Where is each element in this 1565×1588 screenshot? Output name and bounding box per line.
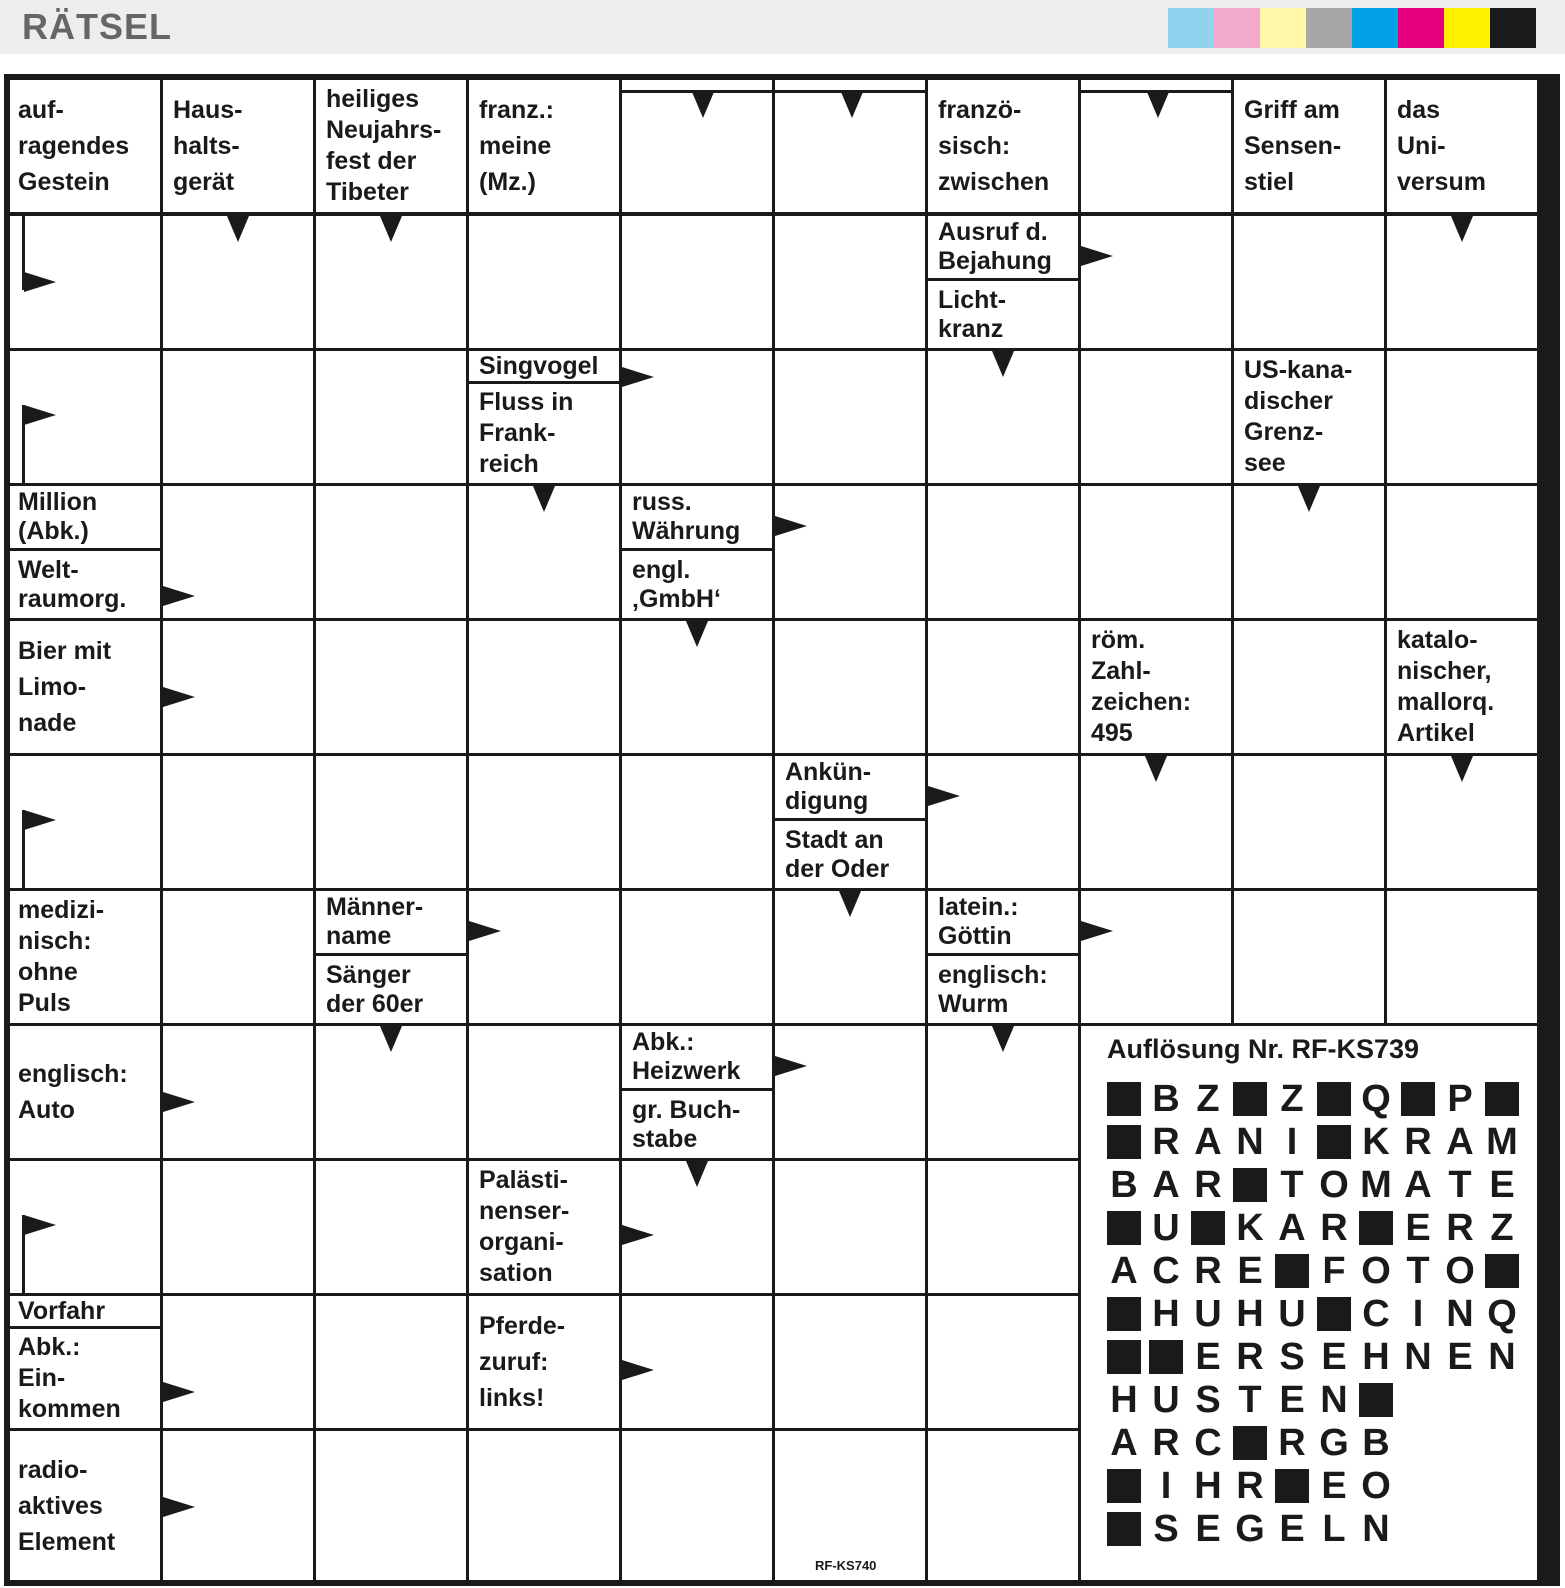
solution-letter: H <box>1152 1293 1180 1335</box>
arrow-right-icon <box>469 921 501 941</box>
arrow-right-icon <box>163 1497 195 1517</box>
color-swatch <box>1398 8 1444 48</box>
solution-letter: R <box>1446 1207 1474 1249</box>
grid-cell[interactable] <box>775 486 925 618</box>
clue-text: franzö- sisch: zwischen <box>928 80 1078 212</box>
grid-cell[interactable] <box>1081 351 1231 483</box>
grid-cell[interactable] <box>775 621 925 753</box>
solution-letter: R <box>1236 1465 1264 1507</box>
grid-cell[interactable] <box>1234 216 1384 348</box>
clue-text: medizi- nisch: ohne Puls <box>10 891 160 1023</box>
solution-panel <box>1081 1026 1537 1580</box>
clue-text: Ankün- digung <box>775 756 925 818</box>
clue-text: Vorfahr <box>10 1296 160 1326</box>
arrow-down-icon <box>1145 756 1167 782</box>
color-swatch <box>1444 8 1490 48</box>
arrow-right-icon <box>1081 246 1113 266</box>
grid-cell[interactable] <box>928 1431 1078 1580</box>
solution-letter: H <box>1362 1336 1390 1378</box>
clue-text: röm. Zahl- zeichen: 495 <box>1081 621 1231 753</box>
grid-cell[interactable] <box>163 351 313 483</box>
solution-letter: R <box>1152 1422 1180 1464</box>
solution-letter: C <box>1152 1250 1180 1292</box>
grid-cell[interactable] <box>1081 486 1231 618</box>
solution-letter: P <box>1447 1078 1473 1120</box>
solution-letter: E <box>1321 1336 1347 1378</box>
clue-text: katalo- nischer, mallorq. Artikel <box>1387 621 1537 753</box>
solution-letter: L <box>1322 1508 1346 1550</box>
solution-block <box>1359 1383 1393 1417</box>
solution-letter: B <box>1362 1422 1390 1464</box>
solution-block <box>1359 1211 1393 1245</box>
grid-cell[interactable] <box>469 621 619 753</box>
arrow-right-icon <box>24 405 56 425</box>
grid-cell[interactable] <box>928 486 1078 618</box>
grid-cell[interactable] <box>1387 486 1537 618</box>
clue-text: franz.: meine (Mz.) <box>469 80 619 212</box>
solution-letter: T <box>1280 1164 1304 1206</box>
grid-cell[interactable] <box>775 216 925 348</box>
solution-block <box>1275 1469 1309 1503</box>
clue-text: Welt- raumorg. <box>10 551 160 618</box>
solution-letter: A <box>1152 1164 1180 1206</box>
solution-block <box>1485 1082 1519 1116</box>
clue-text: englisch: Auto <box>10 1026 160 1158</box>
clue-text: russ. Währung <box>622 486 772 548</box>
solution-letter: G <box>1319 1422 1349 1464</box>
clue-text: Abk.: Heizwerk <box>622 1026 772 1088</box>
solution-block <box>1149 1340 1183 1374</box>
solution-block <box>1275 1254 1309 1288</box>
grid-cell[interactable] <box>622 756 772 888</box>
arrow-down-icon <box>1298 486 1320 512</box>
solution-letter: T <box>1238 1379 1262 1421</box>
grid-cell[interactable] <box>316 1296 466 1428</box>
solution-letter: E <box>1489 1164 1515 1206</box>
arrow-right-icon <box>163 1382 195 1402</box>
solution-letter: T <box>1406 1250 1430 1292</box>
arrow-right-icon <box>928 786 960 806</box>
solution-letter: Z <box>1196 1078 1220 1120</box>
arrow-right-icon <box>775 1056 807 1076</box>
grid-cell[interactable] <box>316 1161 466 1293</box>
grid-cell[interactable] <box>622 891 772 1023</box>
solution-block <box>1233 1168 1267 1202</box>
solution-letter: R <box>1320 1207 1348 1249</box>
solution-letter: I <box>1286 1121 1298 1163</box>
solution-letter: A <box>1278 1207 1306 1249</box>
solution-letter: E <box>1237 1250 1263 1292</box>
solution-letter: E <box>1279 1508 1305 1550</box>
arrow-down-icon <box>380 1026 402 1052</box>
grid-cell[interactable] <box>1234 756 1384 888</box>
arrow-right-icon <box>622 1225 654 1245</box>
clue-text: Haus- halts- gerät <box>163 80 313 212</box>
arrow-right-icon <box>622 1360 654 1380</box>
solution-letter: A <box>1446 1121 1474 1163</box>
solution-letter: E <box>1195 1336 1221 1378</box>
arrow-down-icon <box>380 216 402 242</box>
grid-cell[interactable] <box>928 1161 1078 1293</box>
clue-text: Bier mit Limo- nade <box>10 621 160 753</box>
grid-cell[interactable] <box>316 1431 466 1580</box>
clue-text: Million (Abk.) <box>10 486 160 548</box>
solution-block <box>1107 1211 1141 1245</box>
solution-letter: K <box>1236 1207 1264 1249</box>
solution-block <box>1317 1082 1351 1116</box>
clue-text: Singvogel <box>469 351 619 381</box>
arrow-right-icon <box>1081 921 1113 941</box>
solution-block <box>1233 1082 1267 1116</box>
clue-text: Fluss in Frank- reich <box>469 384 619 483</box>
clue-text: Abk.: Ein- kommen <box>10 1329 160 1428</box>
grid-cell[interactable] <box>163 756 313 888</box>
solution-letter: N <box>1362 1508 1390 1550</box>
arrow-down-icon <box>1451 756 1473 782</box>
solution-letter: U <box>1278 1293 1306 1335</box>
grid-cell[interactable] <box>1387 891 1537 1023</box>
solution-letter: S <box>1153 1508 1179 1550</box>
arrow-right-icon <box>163 586 195 606</box>
grid-cell[interactable] <box>469 1431 619 1580</box>
arrow-right-icon <box>24 810 56 830</box>
solution-letter: N <box>1488 1336 1516 1378</box>
solution-letter: U <box>1194 1293 1222 1335</box>
grid-cell[interactable] <box>928 621 1078 753</box>
clue-text: Pferde- zuruf: links! <box>469 1296 619 1428</box>
solution-letter: O <box>1445 1250 1475 1292</box>
solution-letter: A <box>1110 1250 1138 1292</box>
solution-block <box>1107 1297 1141 1331</box>
solution-letter: Z <box>1490 1207 1514 1249</box>
solution-block <box>1485 1254 1519 1288</box>
solution-letter: O <box>1361 1465 1391 1507</box>
solution-letter: S <box>1279 1336 1305 1378</box>
arrow-down-icon <box>686 621 708 647</box>
clue-text: Sänger der 60er <box>316 956 466 1023</box>
grid-cell[interactable] <box>163 891 313 1023</box>
grid-cell[interactable] <box>469 891 619 1023</box>
solution-letter: M <box>1486 1121 1518 1163</box>
arrow-down-icon <box>533 486 555 512</box>
grid-cell[interactable] <box>775 1026 925 1158</box>
arrow-down-icon <box>692 92 714 118</box>
solution-letter: H <box>1110 1379 1138 1421</box>
clue-text: radio- aktives Element <box>10 1431 160 1580</box>
clue-text: engl. ‚GmbH‘ <box>622 551 772 618</box>
arrow-down-icon <box>227 216 249 242</box>
solution-letter: N <box>1320 1379 1348 1421</box>
clue-text: auf- ragendes Gestein <box>10 80 160 212</box>
solution-letter: Z <box>1280 1078 1304 1120</box>
clue-text: heiliges Neujahrs- fest der Tibeter <box>316 80 466 212</box>
solution-letter: S <box>1195 1379 1221 1421</box>
color-swatch <box>1214 8 1260 48</box>
solution-letter: R <box>1404 1121 1432 1163</box>
solution-letter: R <box>1194 1164 1222 1206</box>
grid-cell[interactable] <box>928 1296 1078 1428</box>
solution-letter: A <box>1110 1422 1138 1464</box>
grid-cell[interactable] <box>469 216 619 348</box>
page-title: RÄTSEL <box>22 6 172 47</box>
solution-letter: N <box>1446 1293 1474 1335</box>
puzzle-code: RF-KS740 <box>815 1558 877 1573</box>
solution-block <box>1233 1426 1267 1460</box>
color-swatch <box>1168 8 1214 48</box>
clue-text: latein.: Göttin <box>928 891 1078 953</box>
solution-letter: G <box>1235 1508 1265 1550</box>
grid-cell[interactable] <box>622 1431 772 1580</box>
arrow-right-icon <box>163 687 195 707</box>
grid-cell[interactable] <box>1234 891 1384 1023</box>
grid-cell[interactable] <box>775 1161 925 1293</box>
solution-title: Auflösung Nr. RF-KS739 <box>1107 1034 1420 1064</box>
grid-cell[interactable] <box>469 1026 619 1158</box>
grid-cell[interactable] <box>316 621 466 753</box>
solution-block <box>1107 1082 1141 1116</box>
clue-text: Männer- name <box>316 891 466 953</box>
solution-letter: H <box>1194 1465 1222 1507</box>
clue-text: US-kana- discher Grenz- see <box>1234 351 1384 483</box>
solution-letter: M <box>1360 1164 1392 1206</box>
grid-cell[interactable] <box>928 756 1078 888</box>
solution-block <box>1107 1469 1141 1503</box>
grid-cell[interactable] <box>316 486 466 618</box>
solution-block <box>1107 1512 1141 1546</box>
solution-letter: B <box>1152 1078 1180 1120</box>
solution-letter: N <box>1236 1121 1264 1163</box>
arrow-down-icon <box>992 1026 1014 1052</box>
solution-block <box>1317 1297 1351 1331</box>
solution-letter: Q <box>1487 1293 1517 1335</box>
solution-letter: R <box>1236 1336 1264 1378</box>
solution-letter: C <box>1362 1293 1390 1335</box>
grid-cell[interactable] <box>316 756 466 888</box>
solution-letter: R <box>1278 1422 1306 1464</box>
solution-letter: C <box>1194 1422 1222 1464</box>
arrow-down-icon <box>1147 92 1169 118</box>
color-swatch <box>1260 8 1306 48</box>
arrow-right-icon <box>622 367 654 387</box>
arrow-right-icon <box>24 1215 56 1235</box>
solution-letter: O <box>1319 1164 1349 1206</box>
solution-letter: H <box>1236 1293 1264 1335</box>
solution-letter: E <box>1279 1379 1305 1421</box>
arrow-down-icon <box>841 92 863 118</box>
grid-cell[interactable] <box>163 1161 313 1293</box>
clue-text: Licht- kranz <box>928 281 1078 348</box>
grid-cell[interactable] <box>775 1296 925 1428</box>
solution-letter: I <box>1160 1465 1172 1507</box>
grid-cell[interactable] <box>469 756 619 888</box>
solution-block <box>1401 1082 1435 1116</box>
grid-cell[interactable] <box>775 351 925 483</box>
solution-letter: Q <box>1361 1078 1391 1120</box>
arrow-right-icon <box>24 272 56 292</box>
grid-cell[interactable] <box>1081 216 1231 348</box>
grid-cell[interactable] <box>622 216 772 348</box>
solution-letter: K <box>1362 1121 1390 1163</box>
clue-text: Griff am Sensen- stiel <box>1234 80 1384 212</box>
grid-cell[interactable] <box>1234 621 1384 753</box>
solution-letter: E <box>1195 1508 1221 1550</box>
grid-cell[interactable] <box>316 351 466 483</box>
clue-text: Stadt an der Oder <box>775 821 925 888</box>
arrow-right-icon <box>163 1092 195 1112</box>
solution-letter: B <box>1110 1164 1138 1206</box>
solution-block <box>1107 1125 1141 1159</box>
solution-block <box>1107 1340 1141 1374</box>
solution-letter: R <box>1194 1250 1222 1292</box>
solution-letter: E <box>1447 1336 1473 1378</box>
solution-letter: I <box>1412 1293 1424 1335</box>
arrow-down-icon <box>839 891 861 917</box>
solution-letter: U <box>1152 1379 1180 1421</box>
color-swatch <box>1306 8 1352 48</box>
solution-letter: A <box>1194 1121 1222 1163</box>
solution-letter: E <box>1405 1207 1431 1249</box>
solution-block <box>1317 1125 1351 1159</box>
solution-letter: A <box>1404 1164 1432 1206</box>
arrow-down-icon <box>992 351 1014 377</box>
clue-text: das Uni- versum <box>1387 80 1537 212</box>
clue-text: englisch: Wurm <box>928 956 1078 1023</box>
solution-letter: U <box>1152 1207 1180 1249</box>
clue-text: gr. Buch- stabe <box>622 1091 772 1158</box>
arrow-down-icon <box>686 1161 708 1187</box>
clue-text: Ausruf d. Bejahung <box>928 216 1078 278</box>
color-swatch <box>1352 8 1398 48</box>
solution-letter: N <box>1404 1336 1432 1378</box>
solution-letter: E <box>1321 1465 1347 1507</box>
arrow-down-icon <box>1451 216 1473 242</box>
solution-block <box>1191 1211 1225 1245</box>
grid-cell[interactable] <box>163 1296 313 1428</box>
grid-cell[interactable] <box>1387 351 1537 483</box>
arrow-right-icon <box>775 516 807 536</box>
solution-letter: F <box>1322 1250 1346 1292</box>
solution-letter: O <box>1361 1250 1391 1292</box>
header-bar <box>0 0 1565 54</box>
clue-text: Palästi- nenser- organi- sation <box>469 1161 619 1293</box>
solution-letter: T <box>1448 1164 1472 1206</box>
solution-letter: R <box>1152 1121 1180 1163</box>
crossword-grid <box>4 74 1560 1586</box>
color-swatch <box>1490 8 1536 48</box>
grid-cell[interactable] <box>1081 891 1231 1023</box>
